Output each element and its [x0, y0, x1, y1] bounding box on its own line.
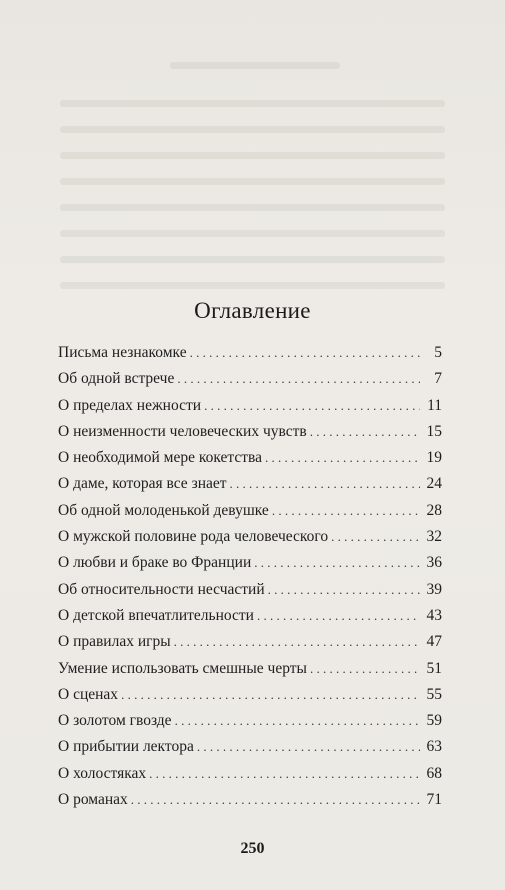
toc-entry[interactable]	[58, 500, 442, 526]
toc-entry[interactable]	[58, 658, 442, 684]
bleed-through-line	[60, 126, 445, 133]
toc-entry-page: 19	[426, 449, 442, 467]
toc-entry[interactable]	[58, 421, 442, 447]
toc-entry-title: О необходимой мере кокетства	[58, 449, 262, 467]
toc-entry-page: 43	[426, 606, 442, 624]
toc-entry-page: 68	[426, 764, 442, 782]
toc-entry-page: 5	[434, 344, 442, 361]
toc-entry-title: О романах	[58, 791, 128, 809]
toc-entry[interactable]	[58, 552, 442, 578]
dot-leader	[190, 342, 420, 364]
bleed-through-line	[60, 230, 445, 237]
bleed-through-line	[60, 204, 445, 211]
toc-entry-page: 11	[427, 396, 442, 414]
bleed-through-line	[60, 256, 445, 263]
toc-entry[interactable]	[58, 789, 442, 815]
dot-leader	[121, 684, 420, 706]
toc-entry-page: 15	[426, 422, 442, 440]
toc-entry-title: О даме, которая все знает	[58, 475, 227, 493]
toc-entry-page: 7	[434, 370, 442, 388]
toc-entry-title: О прибытии лектора	[58, 738, 194, 756]
toc-entry-title: О мужской половине рода человеческого	[58, 528, 329, 546]
toc-entry-title: Письма незнакомке	[58, 344, 187, 361]
toc-entry-title: О холостяках	[58, 764, 147, 782]
dot-leader	[254, 552, 420, 574]
toc-entry[interactable]	[58, 579, 442, 605]
bleed-through-line	[60, 100, 445, 107]
toc-entry[interactable]	[58, 473, 442, 499]
dot-leader	[257, 605, 420, 627]
bleed-through-line	[60, 282, 445, 289]
toc-entry-title: О правилах игры	[58, 633, 171, 651]
toc-entry[interactable]	[58, 395, 442, 421]
toc-entry-page: 51	[426, 659, 442, 677]
toc-entry-page: 39	[426, 580, 442, 598]
toc-entry-title: О пределах нежности	[58, 396, 202, 414]
toc-entry-title: Об одной молоденькой девушке	[58, 501, 269, 519]
toc-entry-page: 36	[426, 554, 442, 572]
dot-leader	[272, 500, 420, 522]
toc-entry[interactable]	[58, 736, 442, 762]
toc-entry[interactable]	[58, 447, 442, 473]
toc-entry[interactable]	[58, 605, 442, 631]
dot-leader	[149, 763, 420, 785]
toc-entry[interactable]	[58, 631, 442, 657]
dot-leader	[175, 710, 420, 732]
toc-entry-title: О любви и браке во Франции	[58, 554, 252, 572]
dot-leader	[268, 579, 420, 601]
dot-leader	[331, 526, 420, 548]
toc-entry-page: 28	[426, 501, 442, 519]
toc-entry-page: 59	[426, 712, 442, 730]
toc-entry-page: 71	[426, 791, 442, 809]
bleed-through-line	[60, 178, 445, 185]
dot-leader	[204, 395, 420, 417]
dot-leader	[310, 421, 420, 443]
toc-entry[interactable]	[58, 368, 442, 394]
dot-leader	[131, 789, 420, 811]
toc-entry-title: О неизменности человеческих чувств	[58, 422, 307, 440]
page-number: 250	[240, 840, 265, 857]
toc-entry-title: О сценах	[58, 685, 119, 703]
toc-entry[interactable]	[58, 710, 442, 736]
toc-entry[interactable]	[58, 684, 442, 710]
dot-leader	[310, 658, 420, 680]
toc-entry-page: 63	[426, 738, 442, 756]
bleed-through-line	[170, 62, 340, 69]
toc-entry-page: 24	[426, 475, 442, 493]
dot-leader	[265, 447, 420, 469]
dot-leader	[197, 736, 420, 758]
toc-entry-page: 32	[426, 528, 442, 546]
toc-entry-page: 47	[426, 633, 442, 651]
dot-leader	[174, 631, 420, 653]
toc-entry-title: Умение использовать смешные черты	[58, 659, 307, 677]
toc-list	[58, 342, 442, 815]
toc-entry-title: О золотом гвозде	[58, 712, 172, 730]
toc-entry-title: О детской впечатлительности	[58, 606, 254, 624]
toc-entry-title: Об одной встрече	[58, 370, 175, 388]
dot-leader	[230, 473, 420, 495]
toc-entry[interactable]	[58, 342, 442, 368]
toc-entry[interactable]	[58, 526, 442, 552]
dot-leader	[177, 368, 420, 390]
toc-entry-title: Об относительности несчастий	[58, 580, 265, 598]
toc-entry[interactable]	[58, 763, 442, 789]
bleed-through-line	[60, 152, 445, 159]
toc-entry-page: 55	[426, 685, 442, 703]
toc-title: Оглавление	[194, 298, 311, 323]
